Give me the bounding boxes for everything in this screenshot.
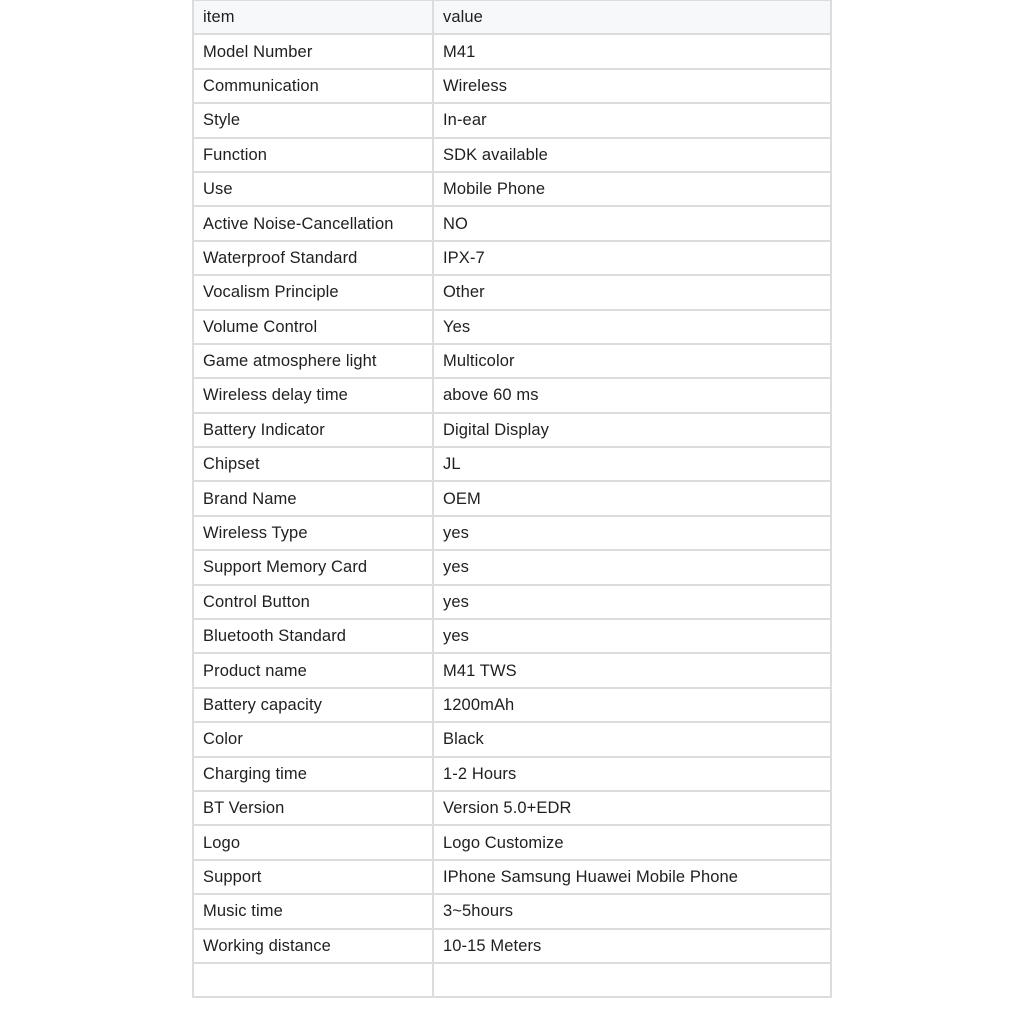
- table-row: [193, 791, 831, 825]
- cell-value-empty: [433, 963, 831, 997]
- table-row: [193, 275, 831, 309]
- cell-value: above 60 ms: [433, 378, 831, 412]
- cell-item: Charging time: [193, 757, 433, 791]
- table-row: [193, 619, 831, 653]
- cell-item: Vocalism Principle: [193, 275, 433, 309]
- table-body: [193, 34, 831, 997]
- table-row: [193, 688, 831, 722]
- table-row: [193, 516, 831, 550]
- spec-table-container: [192, 0, 830, 998]
- table-row: [193, 206, 831, 240]
- cell-item: Control Button: [193, 585, 433, 619]
- table-row: [193, 481, 831, 515]
- cell-item: Support Memory Card: [193, 550, 433, 584]
- table-header-row: [193, 0, 831, 34]
- cell-value: Black: [433, 722, 831, 756]
- table-row: [193, 344, 831, 378]
- table-row: [193, 550, 831, 584]
- cell-value: Mobile Phone: [433, 172, 831, 206]
- cell-item: Support: [193, 860, 433, 894]
- cell-value: Other: [433, 275, 831, 309]
- cell-value: Yes: [433, 310, 831, 344]
- cell-item: Style: [193, 103, 433, 137]
- cell-item: BT Version: [193, 791, 433, 825]
- cell-value: Multicolor: [433, 344, 831, 378]
- table-row: [193, 378, 831, 412]
- cell-item: Logo: [193, 825, 433, 859]
- table-row: [193, 722, 831, 756]
- cell-value: NO: [433, 206, 831, 240]
- table-row: [193, 585, 831, 619]
- cell-value: IPhone Samsung Huawei Mobile Phone: [433, 860, 831, 894]
- table-row: [193, 69, 831, 103]
- cell-item: Communication: [193, 69, 433, 103]
- cell-item: Battery Indicator: [193, 413, 433, 447]
- cell-item: Bluetooth Standard: [193, 619, 433, 653]
- cell-item: Wireless delay time: [193, 378, 433, 412]
- cell-value: Digital Display: [433, 413, 831, 447]
- cell-value: In-ear: [433, 103, 831, 137]
- cell-item: Function: [193, 138, 433, 172]
- cell-value: IPX-7: [433, 241, 831, 275]
- table-row: [193, 894, 831, 928]
- cell-item: Model Number: [193, 34, 433, 68]
- table-row: [193, 310, 831, 344]
- table-row: [193, 172, 831, 206]
- cell-item: Product name: [193, 653, 433, 687]
- spec-table: [192, 0, 832, 998]
- table-row: [193, 825, 831, 859]
- table-row: [193, 860, 831, 894]
- cell-value: OEM: [433, 481, 831, 515]
- table-row: [193, 138, 831, 172]
- cell-item: Color: [193, 722, 433, 756]
- cell-item: Chipset: [193, 447, 433, 481]
- cell-value: M41 TWS: [433, 653, 831, 687]
- cell-value: yes: [433, 585, 831, 619]
- table-row: [193, 103, 831, 137]
- cell-item: Wireless Type: [193, 516, 433, 550]
- cell-item-empty: [193, 963, 433, 997]
- cell-item: Brand Name: [193, 481, 433, 515]
- cell-value: 3~5hours: [433, 894, 831, 928]
- header-value: value: [433, 0, 831, 34]
- cell-value: Logo Customize: [433, 825, 831, 859]
- header-item: item: [193, 0, 433, 34]
- cell-value: yes: [433, 550, 831, 584]
- table-row: [193, 241, 831, 275]
- table-row-partial: [193, 963, 831, 997]
- cell-value: JL: [433, 447, 831, 481]
- table-row: [193, 447, 831, 481]
- table-row: [193, 929, 831, 963]
- table-row: [193, 34, 831, 68]
- cell-value: SDK available: [433, 138, 831, 172]
- table-row: [193, 653, 831, 687]
- cell-item: Volume Control: [193, 310, 433, 344]
- cell-item: Waterproof Standard: [193, 241, 433, 275]
- cell-value: Version 5.0+EDR: [433, 791, 831, 825]
- cell-value: 10-15 Meters: [433, 929, 831, 963]
- table-row: [193, 413, 831, 447]
- cell-item: Battery capacity: [193, 688, 433, 722]
- cell-item: Working distance: [193, 929, 433, 963]
- cell-value: yes: [433, 619, 831, 653]
- cell-item: Active Noise-Cancellation: [193, 206, 433, 240]
- table-row: [193, 757, 831, 791]
- cell-item: Game atmosphere light: [193, 344, 433, 378]
- cell-value: yes: [433, 516, 831, 550]
- cell-value: 1200mAh: [433, 688, 831, 722]
- cell-item: Use: [193, 172, 433, 206]
- cell-value: M41: [433, 34, 831, 68]
- cell-value: 1-2 Hours: [433, 757, 831, 791]
- cell-value: Wireless: [433, 69, 831, 103]
- cell-item: Music time: [193, 894, 433, 928]
